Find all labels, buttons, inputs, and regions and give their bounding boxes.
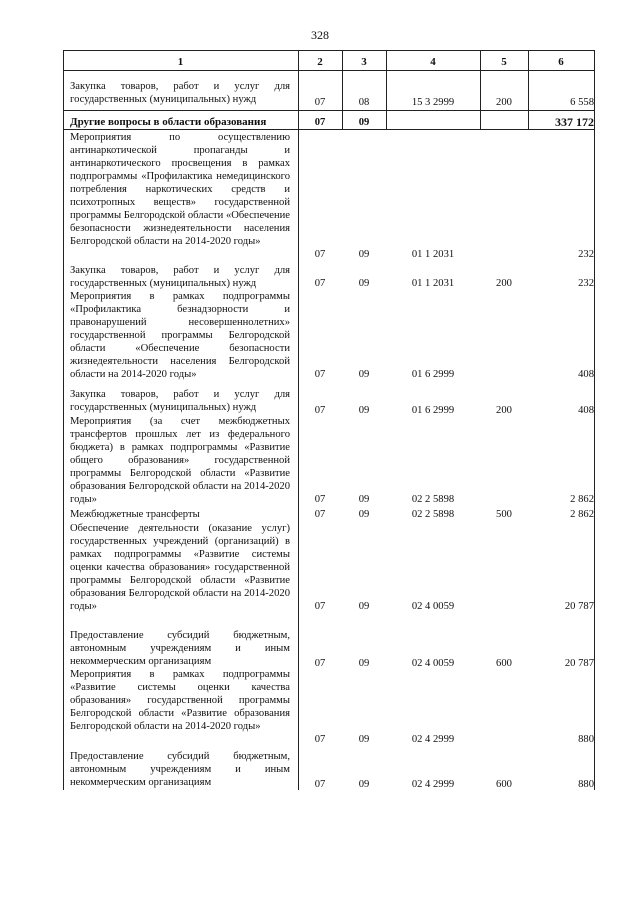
cell-section: 07 (314, 779, 326, 790)
table-right-border (594, 50, 595, 790)
cell-target-article: 15 3 2999 (411, 97, 455, 108)
cell-target-article: 02 2 5898 (411, 509, 455, 520)
cell-section: 07 (314, 369, 326, 380)
cell-amount: 880 (578, 734, 594, 745)
cell-target-article: 01 1 2031 (411, 249, 455, 260)
cell-subsection: 09 (358, 405, 370, 416)
cell-target-article: 02 4 2999 (411, 734, 455, 745)
cell-amount: 2 862 (570, 494, 594, 505)
cell-subsection: 09 (358, 601, 370, 612)
cell-section: 07 (314, 601, 326, 612)
row-description: Мероприятия по осуществлению антинаркотической пропаганды и антинаркотического просвещения в рамках подпрограммы «Профилактика немедицинского потребления наркотических средств и психотропных веществ» государственной программы Белгородской области «Обеспечение безопасности жизнедеятельности населения Белгородской области на 2014-2020 годы» (70, 132, 290, 247)
row-description: Мероприятия (за счет межбюджетных трансфертов прошлых лет из федерального бюджета) в рамках подпрограммы «Развитие общего образования» государственной программы Белгородской области «Развитие образования Белгородской области на 2014-2020 годы» (70, 416, 290, 505)
cell-expense-type: 500 (496, 509, 512, 520)
row-description: Закупка товаров, работ и услуг для государственных (муниципальных) нужд (70, 389, 290, 413)
cell-amount: 6 558 (570, 97, 594, 108)
table-top-border (63, 50, 594, 51)
row-description: Предоставление субсидий бюджетным, автономным учреждениям и иным некоммерческим организациям (70, 751, 290, 788)
cell-section: 07 (314, 509, 326, 520)
cell-subsection: 08 (358, 97, 370, 108)
row-description: Закупка товаров, работ и услуг для государственных (муниципальных) нужд (70, 81, 290, 105)
cell-target-article: 01 6 2999 (411, 405, 455, 416)
cell-subsection: 09 (358, 117, 370, 128)
cell-amount: 408 (578, 369, 594, 380)
column-header-2: 2 (317, 56, 323, 68)
cell-target-article: 01 1 2031 (411, 278, 455, 289)
cell-expense-type: 200 (496, 278, 512, 289)
cell-amount: 232 (578, 278, 594, 289)
row-description: Закупка товаров, работ и услуг для государственных (муниципальных) нужд (70, 265, 290, 289)
cell-target-article: 02 2 5898 (411, 494, 455, 505)
cell-section: 07 (314, 658, 326, 669)
cell-subsection: 09 (358, 369, 370, 380)
cell-section: 07 (314, 278, 326, 289)
cell-expense-type: 600 (496, 658, 512, 669)
row-description: Межбюджетные трансферты (70, 509, 200, 520)
cell-amount: 337 172 (555, 115, 594, 129)
cell-subsection: 09 (358, 278, 370, 289)
cell-target-article: 02 4 2999 (411, 779, 455, 790)
row-description: Другие вопросы в области образования (70, 116, 267, 128)
header-bottom-border (63, 70, 594, 71)
row-divider (63, 129, 594, 130)
column-header-5: 5 (501, 56, 507, 68)
cell-expense-type: 200 (496, 405, 512, 416)
column-divider (298, 50, 299, 790)
cell-expense-type: 200 (496, 97, 512, 108)
cell-subsection: 09 (358, 249, 370, 260)
cell-section: 07 (314, 405, 326, 416)
cell-amount: 232 (578, 249, 594, 260)
table-left-border (63, 50, 64, 790)
cell-expense-type: 600 (496, 779, 512, 790)
cell-target-article: 02 4 0059 (411, 601, 455, 612)
cell-subsection: 09 (358, 494, 370, 505)
column-header-3: 3 (361, 56, 367, 68)
cell-target-article: 01 6 2999 (411, 369, 455, 380)
column-header-1: 1 (177, 56, 184, 68)
cell-subsection: 09 (358, 734, 370, 745)
cell-amount: 408 (578, 405, 594, 416)
cell-amount: 2 862 (570, 509, 594, 520)
cell-amount: 20 787 (564, 658, 594, 669)
row-description: Обеспечение деятельности (оказание услуг) государственных учреждений (организаций) в рамках подпрограммы «Развитие системы оценки качества образования» государственной программы Белгородской области «Развитие образования Белгородской области на 2014-2020 годы» (70, 523, 290, 612)
row-description: Мероприятия в рамках подпрограммы «Профилактика безнадзорности и правонарушений несовершеннолетних» государственной программы Белгородской области «Обеспечение безопасности жизнедеятельности населения Белгородской области на 2014-2020 годы» (70, 291, 290, 380)
cell-section: 07 (314, 117, 326, 128)
cell-section: 07 (314, 97, 326, 108)
cell-section: 07 (314, 494, 326, 505)
cell-amount: 20 787 (564, 601, 594, 612)
page-number: 328 (311, 28, 329, 42)
column-header-6: 6 (558, 56, 564, 68)
column-header-4: 4 (430, 56, 436, 68)
row-description: Мероприятия в рамках подпрограммы «Развитие системы оценки качества образования» государственной программы Белгородской области «Развитие образования Белгородской области на 2014-2020 годы» (70, 669, 290, 732)
cell-section: 07 (314, 734, 326, 745)
row-description: Предоставление субсидий бюджетным, автономным учреждениям и иным некоммерческим организациям (70, 630, 290, 667)
cell-subsection: 09 (358, 779, 370, 790)
cell-amount: 880 (578, 779, 594, 790)
cell-subsection: 09 (358, 509, 370, 520)
cell-subsection: 09 (358, 658, 370, 669)
cell-section: 07 (314, 249, 326, 260)
row-divider (63, 110, 594, 111)
cell-target-article: 02 4 0059 (411, 658, 455, 669)
